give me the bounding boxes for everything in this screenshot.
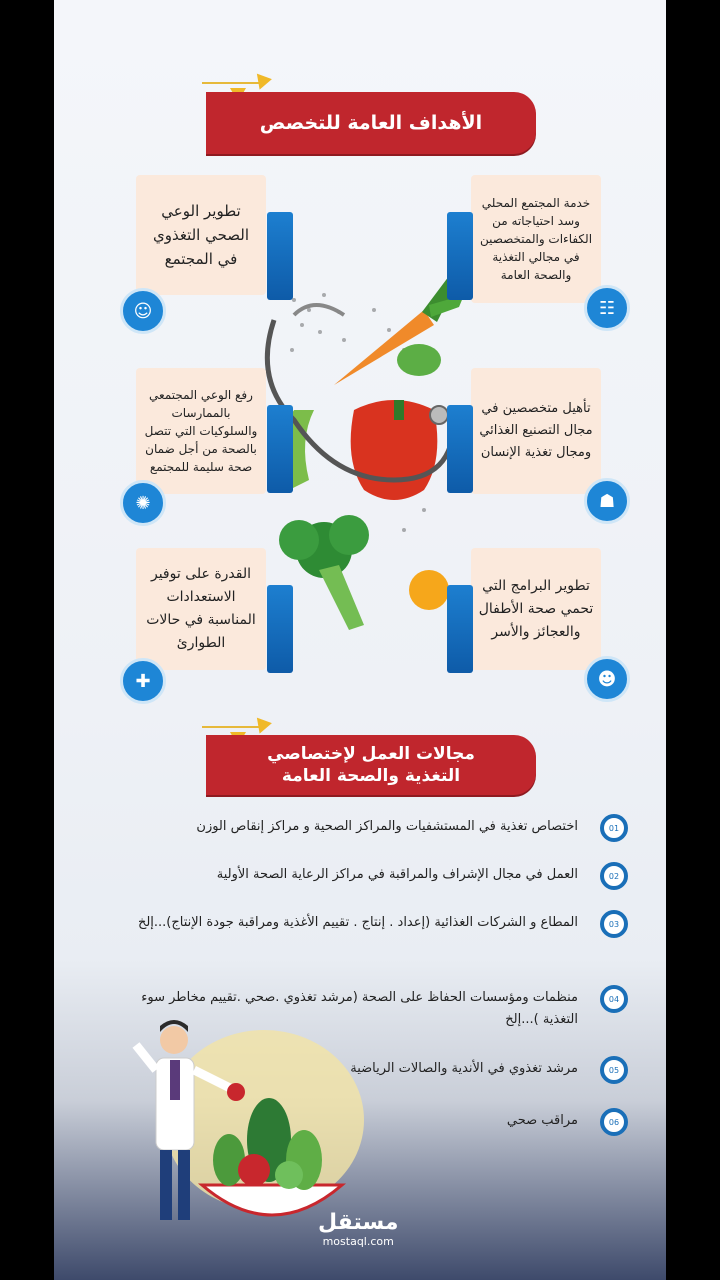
goals-title: الأهداف العامة للتخصص	[206, 92, 536, 154]
goal-text: تأهيل متخصصين في مجال التصنيع الغذائي ومجال تغذية الإنسان	[479, 401, 593, 460]
work-fields-title-line2: التغذية والصحة العامة	[281, 766, 461, 786]
item-number: 02	[608, 871, 620, 881]
virus-icon: ✺	[120, 480, 166, 526]
item-number: 04	[608, 994, 620, 1004]
work-field-item: مراقب صحي	[506, 1113, 578, 1128]
goal-bar	[267, 405, 293, 493]
mostaql-watermark	[318, 1210, 398, 1248]
item-number-badge	[600, 1108, 628, 1136]
work-field-item: العمل في مجال الإشراف والمراقبة في مراكز الرعاية الصحة الأولية	[216, 867, 578, 882]
item-number: 05	[608, 1065, 620, 1075]
work-field-item: مرشد تغذوي في الأندية والصالات الرياضية	[350, 1061, 578, 1076]
item-number: 01	[608, 823, 620, 833]
medical-kit-icon: ✚	[120, 658, 166, 704]
work-field-item: اختصاص تغذية في المستشفيات والمراكز الصحية و مراكز إنقاص الوزن	[196, 819, 578, 834]
watermark-url: mostaql.com	[322, 1235, 394, 1248]
goal-text: تطوير البرامج التي تحمي صحة الأطفال والعجائز والأسر	[478, 577, 594, 640]
work-field-item: المطاع و الشركات الغذائية (إعداد . إنتاج . تقييم الأغذية ومراقبة جودة الإنتاج)...إلخ	[137, 915, 578, 930]
clipboard-icon: ☷	[584, 285, 630, 331]
item-number-badge	[600, 814, 628, 842]
goal-card-4	[471, 368, 601, 494]
goal-card-2	[471, 175, 601, 303]
watermark-brand: مستقل	[318, 1210, 399, 1235]
item-number-badge	[600, 1056, 628, 1084]
goal-card-3	[136, 368, 266, 494]
work-field-item: منظمات ومؤسسات الحفاظ على الصحة (مرشد تغذوي .صحي .تقييم مخاطر سوء التغذية )...إلخ	[141, 990, 578, 1027]
work-fields-title	[206, 735, 536, 795]
goal-text: خدمة المجتمع المحلي وسد احتياجاته من الكفاءات والمتخصصين في مجالي التغذية والصحة العامة	[479, 196, 593, 282]
family-icon: ☻	[584, 656, 630, 702]
goal-card-1	[136, 175, 266, 295]
item-number-badge	[600, 985, 628, 1013]
goal-bar	[267, 585, 293, 673]
item-number-badge	[600, 862, 628, 890]
goal-bar	[447, 585, 473, 673]
goal-text: القدرة على توفير الاستعدادات المناسبة في حالات الطوارئ	[146, 566, 256, 651]
goal-bar	[447, 212, 473, 300]
goal-bar	[447, 405, 473, 493]
robot-icon: ☺	[120, 288, 166, 334]
item-number-badge	[600, 910, 628, 938]
goal-card-5	[136, 548, 266, 670]
item-number: 06	[608, 1117, 620, 1127]
work-fields-title-line1: مجالات العمل لإختصاصي	[267, 744, 475, 764]
goal-card-6	[471, 548, 601, 670]
infographic-page	[54, 0, 666, 1280]
goal-text: تطوير الوعي الصحي التغذوي في المجتمع	[152, 202, 250, 268]
patient-bed-icon: ☗	[584, 478, 630, 524]
goal-bar	[267, 212, 293, 300]
item-number: 03	[608, 919, 620, 929]
title-decoration-triangle	[252, 74, 272, 93]
goal-text: رفع الوعي المجتمعي بالممارسات والسلوكيات التي تتصل بالصحة من أجل ضمان صحة سليمة للمجتمع	[144, 388, 258, 474]
title-decoration-triangle	[252, 718, 272, 737]
